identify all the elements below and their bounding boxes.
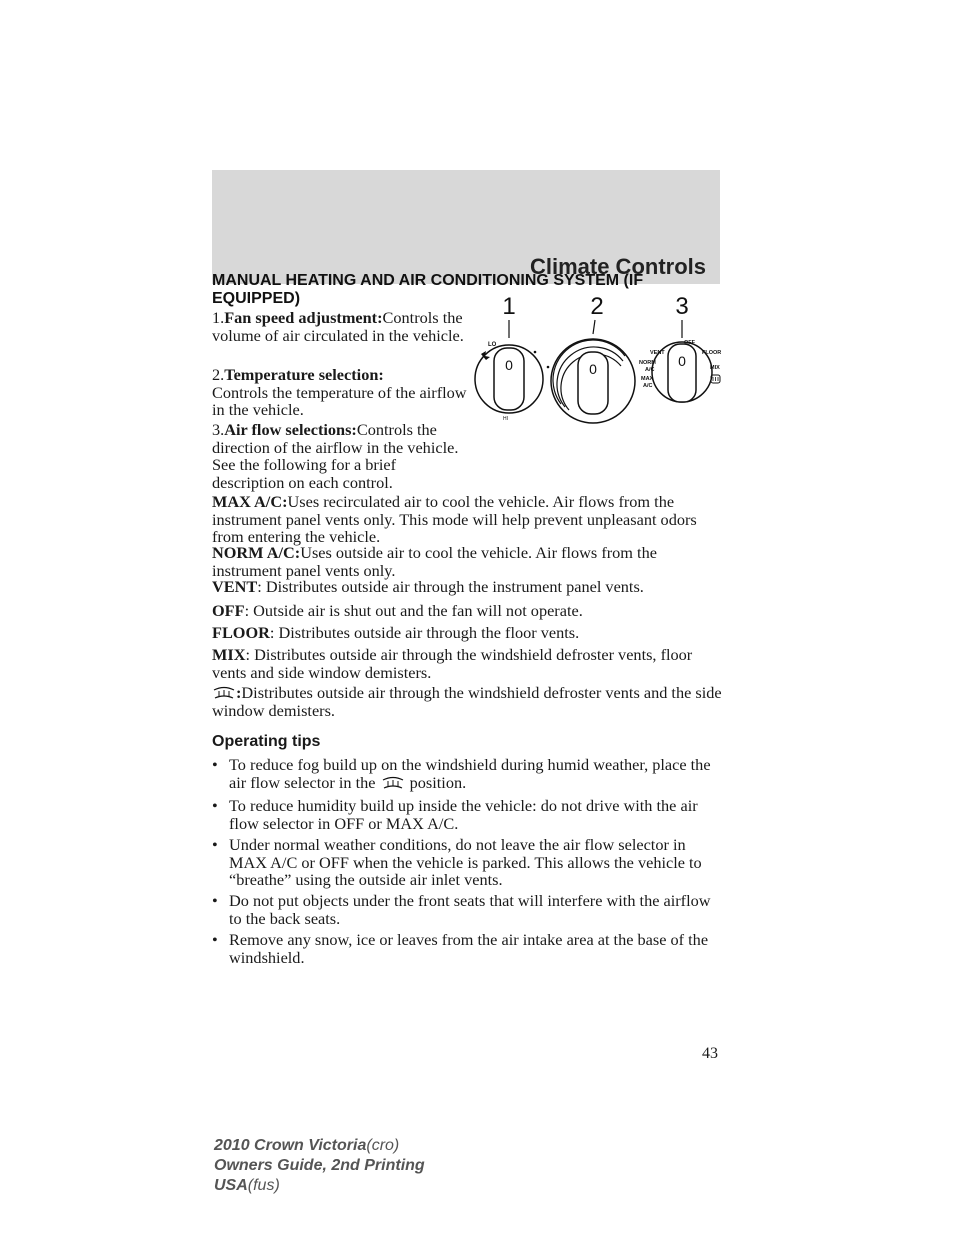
norm-label: NORM	[639, 360, 656, 366]
max-ac-label: A/C	[643, 383, 653, 389]
mode-norm-ac: NORM A/C:Uses outside air to cool the vehicle. Air flows from the instrument panel vents only.	[212, 543, 657, 580]
mode-max-ac: MAX A/C:Uses recirculated air to cool the vehicle. Air flows from the instrument panel vents only. This mode will help prevent unpleasant odors from entering the vehicle.	[212, 492, 697, 546]
tip-humidity: • To reduce humidity build up inside the vehicle: do not drive with the air flow selector in OFF or MAX A/C.	[212, 796, 698, 833]
item-text: Controls the volume of air circulated in the vehicle.	[212, 308, 464, 345]
air-flow-knob	[639, 340, 721, 402]
temperature-knob	[551, 339, 635, 423]
item-text: Controls the temperature of the airflow in the vehicle.	[212, 382, 467, 419]
tip-parked: • Under normal weather conditions, do not leave the air flow selector in MAX A/C or OFF when the vehicle is parked. This allows the vehicle to “breathe” using the outside air inlet vents.	[212, 835, 702, 889]
fan-speed-knob	[475, 342, 549, 422]
callout-2: 2	[590, 293, 604, 320]
footer-printing: Owners Guide, 2nd Printing	[214, 1157, 425, 1174]
mix-label: MIX	[710, 365, 720, 371]
footer-model-code: (cro)	[366, 1137, 400, 1154]
section-header-band	[212, 170, 720, 284]
tip-fog: • To reduce fog build up on the windshield during humid weather, place the air flow selector in the position.	[212, 755, 711, 792]
footer-region-code: (fus)	[247, 1177, 280, 1194]
document-footer	[214, 1136, 425, 1196]
vent-label: VENT	[650, 350, 665, 356]
mode-off: OFF: Outside air is shut out and the fan will not operate.	[212, 601, 583, 620]
tips-heading: Operating tips	[212, 733, 321, 750]
footer-region: USA	[214, 1177, 248, 1194]
svg-text:0: 0	[505, 357, 513, 373]
item-label: Temperature selection:	[224, 365, 384, 384]
item-label: Fan speed adjustment:	[224, 308, 383, 327]
footer-model: 2010 Crown Victoria	[214, 1137, 367, 1154]
item-fan-speed: 1.Fan speed adjustment:Controls the volume of air circulated in the vehicle.	[212, 308, 464, 345]
mode-vent: VENT: Distributes outside air through the instrument panel vents.	[212, 577, 644, 596]
climate-control-diagram	[443, 286, 733, 441]
norm-ac-label: A/C	[645, 367, 655, 373]
fan-lo-label: LO	[488, 342, 497, 348]
svg-text:0: 0	[589, 361, 597, 377]
mode-floor: FLOOR: Distributes outside air through the floor vents.	[212, 623, 580, 642]
mode-defrost: :Distributes outside air through the windshield defroster vents and the side window demisters.	[212, 683, 722, 721]
floor-label: FLOOR	[702, 350, 722, 356]
section-title: Climate Controls	[529, 254, 706, 279]
tip-air-intake: • Remove any snow, ice or leaves from the air intake area at the base of the windshield.	[212, 930, 709, 967]
callout-1: 1	[502, 293, 516, 320]
item-label: Air flow selections:	[224, 420, 357, 439]
callout-3: 3	[675, 293, 689, 320]
defrost-icon	[212, 686, 236, 702]
svg-text:0: 0	[678, 353, 686, 369]
tip-seats: • Do not put objects under the front seats that will interfere with the airflow to the back seats.	[212, 891, 711, 928]
fan-hi-label: HI	[503, 416, 508, 422]
max-label: MAX	[641, 376, 654, 382]
item-air-flow: 3.Air flow selections:Controls the direction of the airflow in the vehicle. See the following for a brief description on each control.	[212, 420, 459, 492]
page-number: 43	[702, 1045, 718, 1062]
item-text: Controls the direction of the airflow in the vehicle. See the following for a brief description on each control.	[212, 420, 459, 492]
item-temperature: 2.Temperature selection: Controls the temperature of the airflow in the vehicle.	[212, 365, 467, 419]
off-label: OFF	[684, 340, 695, 346]
page-heading: MANUAL HEATING AND AIR CONDITIONING SYSTEM (IF EQUIPPED)	[212, 272, 644, 307]
mode-mix: MIX: Distributes outside air through the windshield defroster vents, floor vents and side window demisters.	[212, 645, 693, 682]
defrost-icon	[380, 776, 406, 792]
